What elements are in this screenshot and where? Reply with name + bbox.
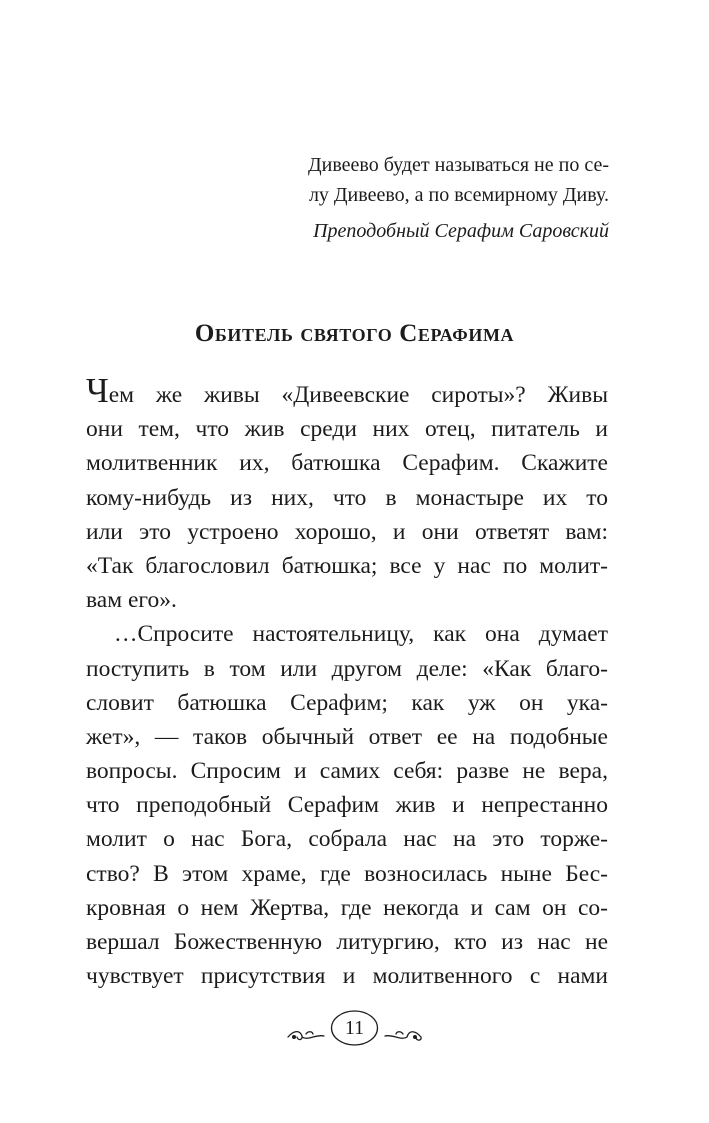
body-line: молит о нас Бога, собрала нас на это торже- (86, 826, 608, 853)
epigraph-author: Преподобный Серафим Саровский (313, 220, 609, 242)
body-line: или это устроено хорошо, и они ответят вам: (86, 518, 608, 545)
body-line: вершал Божественную литургию, кто из нас не (86, 929, 608, 955)
body-line: поступить в том или другом деле: «Как благо- (86, 655, 608, 682)
chapter-title: Обитель святого Серафима (194, 320, 515, 347)
epigraph-line: Дивеево будет называться не по се- (307, 154, 609, 176)
body-line (86, 371, 608, 412)
body-line: чувствует присутствия и молитвенного с нами (86, 963, 608, 990)
body-line: кому-нибудь из них, что в монастыре их то (86, 484, 608, 511)
body-line: что преподобный Серафим жив и непрестанно (86, 792, 608, 819)
body-line: «Так благословил батюшка; все у нас по молит- (86, 552, 608, 579)
body-line: молитвенник их, батюшка Серафим. Скажите (86, 450, 608, 477)
body-line: жет», — таков обычный ответ ее на подобные (86, 723, 608, 750)
body-text (86, 371, 608, 993)
epigraph-quote (249, 150, 609, 210)
body-line: ство? В этом храме, где возносилась ныне Бес- (86, 860, 608, 887)
body-line: кровная о нем Жертва, где некогда и сам он со- (86, 894, 608, 921)
body-line-text: ем же живы «Дивеевские сироты»? Живы (108, 382, 608, 408)
body-line: вопросы. Спросим и самих себя: разве не вера, (86, 758, 608, 785)
body-line: они тем, что жив среди них отец, питатель и (86, 416, 608, 443)
body-line: словит батюшка Серафим; как уж он ука- (86, 689, 608, 716)
epigraph-line: лу Дивеево, а по всемирному Диву. (308, 184, 609, 206)
body-line: вам его». (86, 587, 177, 614)
page-folio (284, 1010, 425, 1050)
page-number: 11 (344, 1017, 365, 1039)
drop-cap: Ч (86, 371, 109, 410)
epigraph (249, 150, 609, 246)
body-line: …Спросите настоятельницу, как она думает (114, 621, 608, 648)
